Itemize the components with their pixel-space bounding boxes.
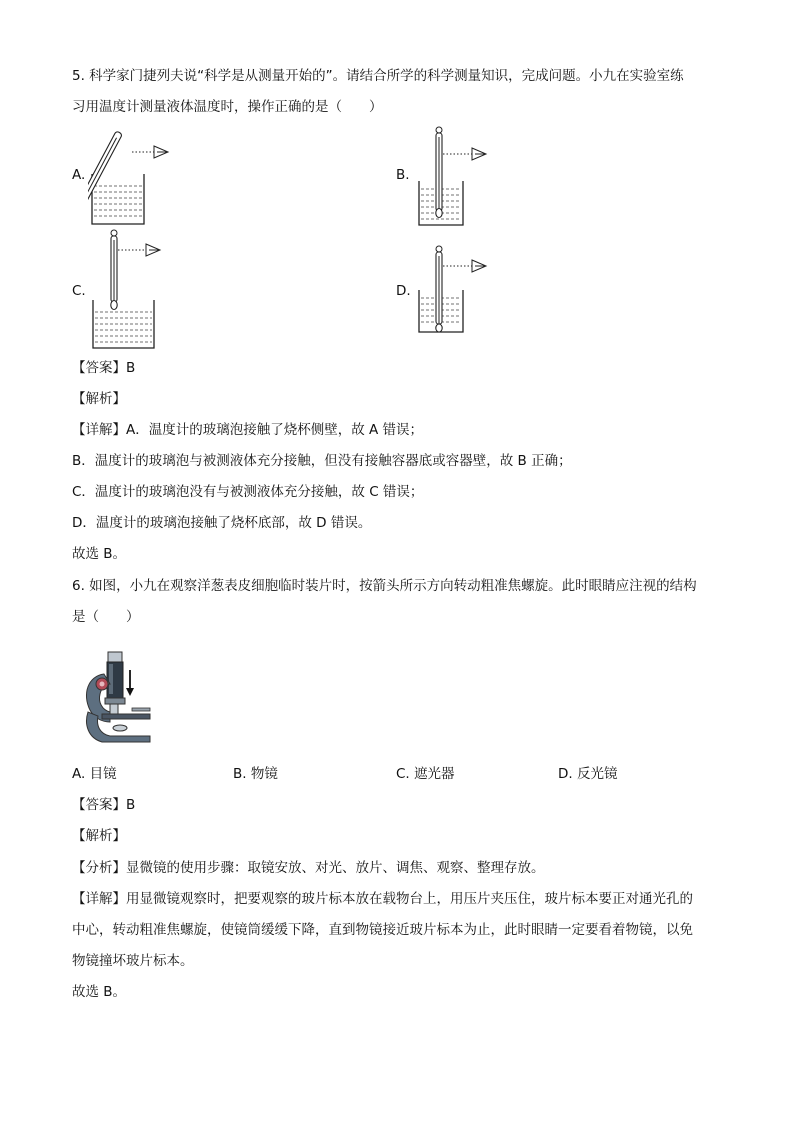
q6-choice-c: C. 遮光器 — [396, 766, 455, 782]
microscope-figure — [80, 650, 170, 746]
q5-option-c-label: C. — [72, 283, 86, 299]
q5-conclusion: 故选 B。 — [72, 546, 127, 562]
q5-detail-d: D．温度计的玻璃泡接触了烧杯底部，故 D 错误。 — [72, 515, 372, 531]
q6-answer: 【答案】B — [72, 797, 136, 813]
q6-choice-a: A. 目镜 — [72, 766, 117, 782]
q5-option-d-label: D. — [396, 283, 411, 299]
q5-stem-line1: 5. 科学家门捷列夫说“科学是从测量开始的”。请结合所学的科学测量知识，完成问题。小九在实验室练 — [72, 68, 684, 84]
q6-analysis-heading: 【解析】 — [72, 828, 126, 844]
q5-detail-a: 【详解】A．温度计的玻璃泡接触了烧杯侧壁，故 A 错误； — [72, 422, 424, 438]
thermometer-figure-a — [88, 128, 178, 228]
q5-analysis-heading: 【解析】 — [72, 391, 126, 407]
q6-fenxi: 【分析】显微镜的使用步骤：取镜安放、对光、放片、调焦、观察、整理存放。 — [72, 860, 545, 876]
q6-choice-b: B. 物镜 — [233, 766, 278, 782]
thermometer-figure-b — [416, 125, 506, 229]
q6-stem-line2: 是（ ） — [72, 609, 140, 625]
q6-conclusion: 故选 B。 — [72, 984, 127, 1000]
q6-detail-line3: 物镜撞坏玻片标本。 — [72, 953, 194, 969]
q6-stem-line1: 6. 如图，小九在观察洋葱表皮细胞临时装片时，按箭头所示方向转动粗准焦螺旋。此时眼睛应注视的结构 — [72, 578, 697, 594]
q5-option-a-label: A. — [72, 167, 86, 183]
q6-detail-line2: 中心，转动粗准焦螺旋，使镜筒缓缓下降，直到物镜接近玻片标本为止，此时眼睛一定要看着物镜，以免 — [72, 922, 693, 938]
thermometer-figure-c — [90, 228, 180, 352]
q5-detail-b: B．温度计的玻璃泡与被测液体充分接触，但没有接触容器底或容器壁，故 B 正确； — [72, 453, 572, 469]
q5-stem-line2: 习用温度计测量液体温度时，操作正确的是（ ） — [72, 99, 383, 115]
q6-choice-d: D. 反光镜 — [558, 766, 618, 782]
q6-detail-line1: 【详解】用显微镜观察时，把要观察的玻片标本放在载物台上，用压片夹压住，玻片标本要正对通光孔的 — [72, 891, 693, 907]
thermometer-figure-d — [416, 244, 506, 336]
q5-answer: 【答案】B — [72, 360, 136, 376]
q5-detail-c: C．温度计的玻璃泡没有与被测液体充分接触，故 C 错误； — [72, 484, 424, 500]
q5-option-b-label: B. — [396, 167, 410, 183]
